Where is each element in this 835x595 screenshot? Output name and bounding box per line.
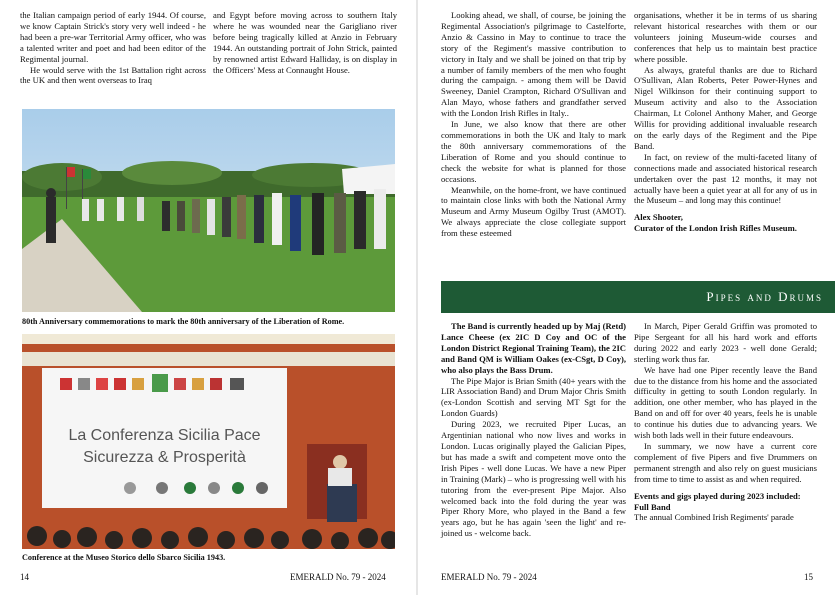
- left-column-2: [213, 10, 397, 75]
- events-heading: Events and gigs played during 2023 included:: [634, 490, 801, 501]
- paragraph: During 2023, we recruited Piper Lucas, an Argentinian national who now lives and works in London. Lucas originally played the Galician Pipes, but has made a swift and competent move onto the Irish Pipes - well done Lucas. We have a new Piper in Training (Mark) – who is progressing well with his tutoring from the ever-present Pipe Major. Also welcomed back into the fold during the year was Piper Rhory More, who played in the Band a few years ago, but he has again 'seen the light' and re-joined us - welcome back.: [441, 419, 626, 539]
- paragraph: The Pipe Major is Brian Smith (40+ years with the LIR Association Band) and Drum Major Chris Smith (ex-London Scottish and serving MT Sgt for the London Guards): [441, 375, 626, 419]
- paragraph: He would serve with the 1st Battalion right across the UK and then went overseas to Iraq: [20, 64, 206, 86]
- footer-title-left: EMERALD No. 79 - 2024: [290, 572, 386, 582]
- events-subheading: Full Band: [634, 501, 671, 512]
- slide-title-line-2: Sicurezza & Prosperità: [83, 449, 246, 466]
- paragraph: As always, grateful thanks are due to Richard O'Sullivan, Alan Roberts, Peter Power-Hynes and Nigel Wilkinson for their continuing support to Museum activity and also to the Association Chairman, Lt Colonel Anthony Maher, and George Willis for providing additional invaluable research on the early days of the Regiment and the Pipe Band.: [634, 64, 817, 151]
- section-heading-banner: Pipes and Drums: [441, 281, 835, 313]
- events-line: The annual Combined Irish Regiments' parade: [634, 512, 794, 523]
- right-column-2: [634, 10, 817, 234]
- paragraph: the Italian campaign period of early 1944. Of course, we know Captain Strick's story very well indeed - he had been a pre-war Territorial Army officer, who was a talented writer and poet and had been editor of the Regimental journal.: [20, 10, 206, 64]
- signature-name: Alex Shooter,: [634, 212, 683, 223]
- slide-title-line-1: La Conferenza Sicilia Pace: [68, 427, 261, 444]
- paragraph: Looking ahead, we shall, of course, be joining the Regimental Association's pilgrimage to Castelforte, Anzio & Cassino in May to continue to trace the story of the Regiment's massive contribution to victory in Italy and we shall be joined on that trip by a number of family members of the men who fought during the campaign. - among them will be David Sweeney, Daniel Crampton, Richard O'Sullivan and Alan Mayo, whose fathers and grandfather served with the London Irish Rifles in Italy..: [441, 10, 626, 119]
- paragraph: In fact, on review of the multi-faceted litany of connections made and associated historical research undertaken over the past 12 months, it may not actually have been a quiet year at all for any of us in the Museum – and long may this continue!: [634, 151, 817, 206]
- paragraph: In summary, we now have a current core complement of five Pipers and five Drummers on permanent strength and also rely on guest musicians from time to time to assist as and when required.: [634, 440, 817, 484]
- commemoration-caption: 80th Anniversary commemorations to mark the 80th anniversary of the Liberation of Rome.: [22, 317, 345, 326]
- signature-title: Curator of the London Irish Rifles Museum.: [634, 223, 797, 234]
- paragraph: We have had one Piper recently leave the Band due to the distance from his home and the associated difficulty in getting to south London regularly. In addition, one other member, who has played in the Band on and off for over 40 years, feels he is unable to continue his duties due to advancing years. We wish both lads well in their future endeavours.: [634, 364, 817, 441]
- commemoration-photo: [22, 109, 395, 312]
- page-number-right: 15: [804, 572, 813, 582]
- paragraph: In June, we also know that there are other commemorations in both the UK and Italy to mark the 80th anniversary commemorations of the Liberation of Rome and you should continue to check the website for what is planned for those occasions.: [441, 119, 626, 184]
- paragraph: organisations, whether it be in terms of us sharing relevant historical researches with them or our volunteers joining Museum-wide courses and conferences that help us to maintain best practice where possible.: [634, 10, 817, 64]
- conference-caption: Conference at the Museo Storico dello Sbarco Sicilia 1943.: [22, 553, 226, 562]
- pipes-column-2: [634, 321, 817, 523]
- paragraph: and Egypt before moving across to southern Italy where he was wounded near the Garigliano river before being tragically killed at Anzio in February 1944. An outstanding portrait of John Strick, painted by renowned artist Edward Halliday, is on display in the Officers' Mess at Connaught House.: [213, 10, 397, 75]
- left-page: [0, 0, 417, 595]
- pipes-column-1: [441, 321, 626, 539]
- right-column-1: [441, 10, 626, 239]
- commemoration-illustration: [22, 109, 395, 312]
- pipes-lead-paragraph: The Band is currently headed up by Maj (Retd) Lance Cheese (ex 2IC D Coy and OC of the London District Regional Training Team), the 2IC and Band QM is William Oakes (ex-CSgt, D Coy), who also plays the Bass Drum.: [441, 321, 626, 375]
- paragraph: In March, Piper Gerald Griffin was promoted to Pipe Sergeant for all his hard work and efforts during 2022 and early 2023 - well done Gerald; sterling work thus far.: [634, 321, 817, 364]
- left-column-1: [20, 10, 206, 86]
- page-number-left: 14: [20, 572, 29, 582]
- paragraph: Meanwhile, on the home-front, we have continued to maintain close links with both the National Army Museum and Army Museum Ogilby Trust (AMOT). We always appreciate the close collegiate support from these esteemed: [441, 184, 626, 239]
- footer-title-right: EMERALD No. 79 - 2024: [441, 572, 537, 582]
- conference-photo: [22, 334, 395, 549]
